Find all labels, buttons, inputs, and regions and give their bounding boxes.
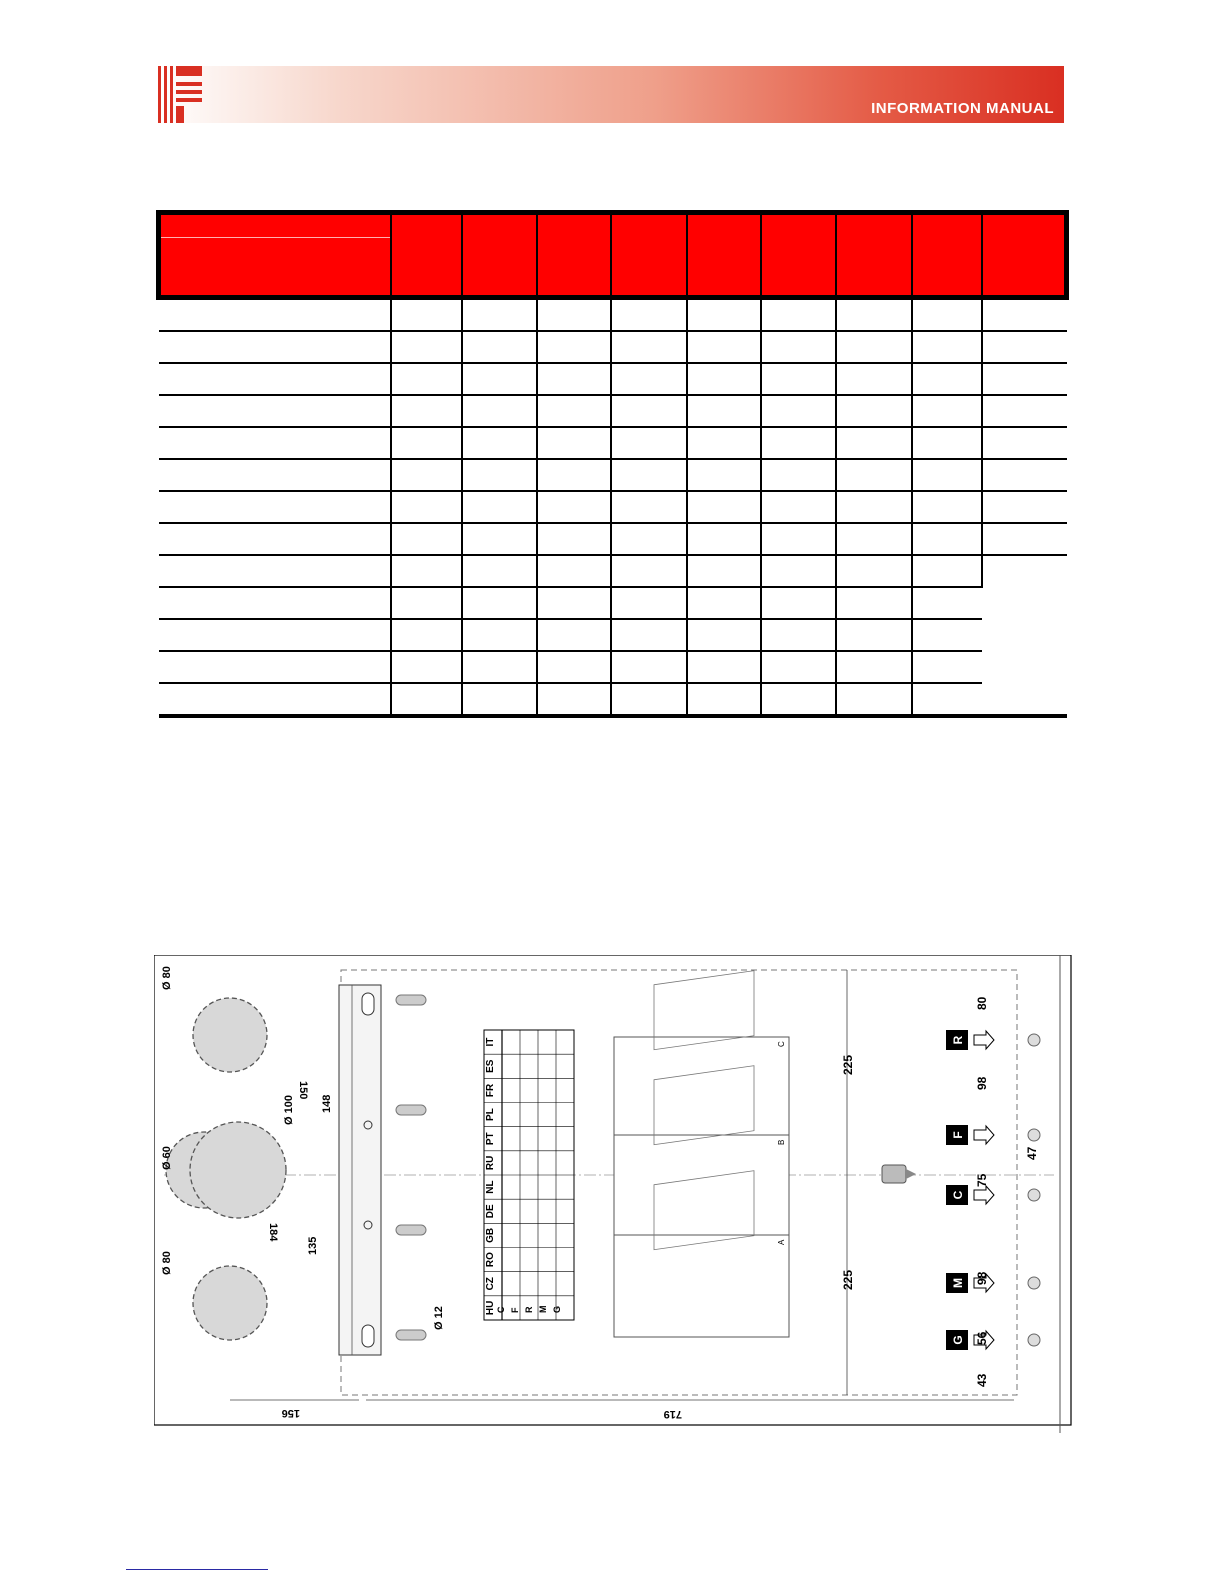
table-row <box>159 683 1067 716</box>
table-row <box>159 363 1067 395</box>
brand-logo-icon <box>156 66 206 123</box>
table-cell <box>462 298 537 332</box>
table-header-cell <box>537 213 611 298</box>
installation-template-drawing <box>154 955 1084 1433</box>
table-cell <box>462 587 537 619</box>
table-cell <box>462 555 537 587</box>
table-cell <box>537 619 611 651</box>
table-row <box>159 459 1067 491</box>
table-cell <box>159 427 391 459</box>
table-cell <box>159 587 391 619</box>
dim-56: 56 <box>975 1331 989 1345</box>
table-cell <box>462 331 537 363</box>
spec-table <box>156 210 1069 718</box>
table-cell <box>687 459 761 491</box>
table-cell <box>159 363 391 395</box>
table-cell <box>611 683 687 716</box>
table-cell <box>687 619 761 651</box>
table-cell <box>836 619 912 651</box>
table-cell <box>687 331 761 363</box>
table-cell <box>912 619 982 651</box>
table-header-cell <box>912 213 982 298</box>
table-cell <box>912 683 982 716</box>
legend-lang-fr: FR <box>485 1083 496 1098</box>
table-cell <box>462 491 537 523</box>
table-cell <box>611 459 687 491</box>
table-cell <box>391 298 462 332</box>
table-row <box>159 491 1067 523</box>
table-cell <box>912 395 982 427</box>
table-row <box>159 587 1067 619</box>
table-cell <box>462 395 537 427</box>
table-cell <box>982 298 1067 332</box>
dim-98-bottom: 98 <box>975 1271 989 1285</box>
table-cell <box>836 555 912 587</box>
table-cell <box>462 427 537 459</box>
dim-98-top: 98 <box>975 1076 989 1090</box>
dim-d80-top: Ø 80 <box>161 966 173 990</box>
table-cell <box>611 331 687 363</box>
table-cell <box>159 683 391 716</box>
table-cell <box>912 459 982 491</box>
table-cell <box>159 459 391 491</box>
flue-circle-100 <box>190 1122 286 1218</box>
table-cell <box>982 427 1067 459</box>
table-cell <box>611 363 687 395</box>
table-cell <box>159 619 391 651</box>
table-row <box>159 523 1067 555</box>
table-cell <box>391 619 462 651</box>
table-cell <box>462 683 537 716</box>
table-cell <box>836 459 912 491</box>
table-cell <box>836 298 912 332</box>
dim-d80-bottom: Ø 80 <box>161 1251 173 1275</box>
table-cell <box>391 427 462 459</box>
table-header-cell <box>761 213 836 298</box>
table-cell <box>687 427 761 459</box>
table-cell <box>537 427 611 459</box>
table-cell <box>836 491 912 523</box>
table-cell <box>761 363 836 395</box>
table-header-row <box>159 213 1067 298</box>
table-cell <box>391 683 462 716</box>
table-cell <box>761 331 836 363</box>
table-cell <box>462 459 537 491</box>
table-row <box>159 331 1067 363</box>
svg-text:R: R <box>951 1035 965 1045</box>
table-cell <box>611 587 687 619</box>
table-cell <box>391 523 462 555</box>
legend-symbol-f: F <box>510 1307 520 1313</box>
table-cell <box>391 651 462 683</box>
dim-47: 47 <box>1025 1146 1039 1160</box>
panel-label-c: C <box>777 1041 786 1047</box>
dim-75: 75 <box>975 1173 989 1187</box>
table-row <box>159 555 1067 587</box>
dim-d60: Ø 60 <box>161 1146 173 1170</box>
table-cell <box>537 298 611 332</box>
legend-lang-hu: HU <box>485 1300 496 1316</box>
table-cell <box>761 587 836 619</box>
table-cell <box>836 363 912 395</box>
table-cell <box>687 683 761 716</box>
panel-label-a: A <box>777 1239 786 1245</box>
table-cell <box>761 459 836 491</box>
table-cell <box>391 587 462 619</box>
table-header-cell <box>836 213 912 298</box>
legend-symbol-g: G <box>552 1305 562 1313</box>
legend-lang-es: ES <box>485 1059 496 1073</box>
table-cell <box>912 491 982 523</box>
table-cell <box>761 395 836 427</box>
table-cell <box>836 587 912 619</box>
table-cell <box>687 523 761 555</box>
legend-symbol-c: C <box>496 1306 506 1313</box>
table-cell <box>687 555 761 587</box>
table-cell <box>836 395 912 427</box>
table-cell <box>611 427 687 459</box>
table-cell <box>836 683 912 716</box>
connection-c <box>946 1185 1040 1205</box>
table-cell <box>761 651 836 683</box>
legend-symbol-m: M <box>538 1305 548 1313</box>
table-cell <box>687 491 761 523</box>
legend-lang-pl: PL <box>485 1108 496 1121</box>
table-row <box>159 651 1067 683</box>
table-cell <box>982 555 1067 716</box>
table-row <box>159 298 1067 332</box>
legend-lang-de: DE <box>485 1204 496 1219</box>
svg-text:M: M <box>951 1278 965 1288</box>
table-cell <box>537 459 611 491</box>
svg-text:F: F <box>951 1131 965 1139</box>
table-cell <box>159 555 391 587</box>
table-cell <box>912 363 982 395</box>
table-cell <box>537 331 611 363</box>
dim-80: 80 <box>975 996 989 1010</box>
table-cell <box>611 523 687 555</box>
legend-lang-pt: PT <box>485 1132 496 1146</box>
gas-cock-icon <box>882 1165 916 1183</box>
dim-184: 184 <box>267 1223 279 1242</box>
table-cell <box>912 651 982 683</box>
dim-719: 719 <box>663 1408 682 1420</box>
table-row <box>159 427 1067 459</box>
table-cell <box>462 651 537 683</box>
table-cell <box>687 298 761 332</box>
table-cell <box>537 395 611 427</box>
table-cell <box>611 491 687 523</box>
legend-symbol-r: R <box>524 1306 534 1313</box>
table-cell <box>462 619 537 651</box>
panel-label-b: B <box>777 1139 786 1145</box>
table-cell <box>537 523 611 555</box>
table-cell <box>982 331 1067 363</box>
table-cell <box>159 298 391 332</box>
table-header-cell <box>611 213 687 298</box>
table-cell <box>537 651 611 683</box>
table-cell <box>391 555 462 587</box>
table-cell <box>159 651 391 683</box>
legend-lang-ro: RO <box>485 1252 496 1268</box>
header-title: INFORMATION MANUAL <box>871 100 1054 117</box>
table-cell <box>687 651 761 683</box>
connection-f <box>946 1125 1040 1145</box>
table-cell <box>462 523 537 555</box>
table-cell <box>982 363 1067 395</box>
table-cell <box>912 427 982 459</box>
table-cell <box>836 651 912 683</box>
svg-text:C: C <box>951 1190 965 1200</box>
table-cell <box>159 395 391 427</box>
flue-circle-bottom <box>193 1266 267 1340</box>
table-cell <box>611 555 687 587</box>
table-cell <box>912 555 982 587</box>
legend-lang-cz: CZ <box>485 1277 496 1291</box>
connection-r <box>946 1030 1040 1050</box>
connection-m <box>946 1273 1040 1293</box>
table-cell <box>982 459 1067 491</box>
header-banner <box>156 66 1064 123</box>
legend-lang-ru: RU <box>485 1155 496 1171</box>
table-cell <box>982 491 1067 523</box>
table-header-cell <box>462 213 537 298</box>
table-cell <box>537 491 611 523</box>
table-cell <box>912 587 982 619</box>
table-cell <box>159 491 391 523</box>
table-row <box>159 395 1067 427</box>
table-cell <box>761 523 836 555</box>
language-legend-table <box>484 1030 574 1320</box>
svg-text:G: G <box>951 1335 965 1345</box>
connection-g <box>946 1330 1040 1350</box>
table-cell <box>391 395 462 427</box>
table-cell <box>836 331 912 363</box>
table-cell <box>761 427 836 459</box>
table-cell <box>912 331 982 363</box>
table-header-cell <box>982 213 1067 298</box>
table-cell <box>462 363 537 395</box>
dim-225-bottom: 225 <box>841 1269 855 1290</box>
dim-156: 156 <box>281 1407 300 1419</box>
table-cell <box>687 587 761 619</box>
flue-circle-top <box>193 998 267 1072</box>
dim-148: 148 <box>321 1094 333 1113</box>
dim-43: 43 <box>975 1373 989 1387</box>
footer-link-underline[interactable] <box>126 1569 268 1570</box>
table-cell <box>391 491 462 523</box>
table-header-cell <box>687 213 761 298</box>
table-header-cell <box>159 213 391 298</box>
legend-lang-nl: NL <box>485 1180 496 1194</box>
table-cell <box>687 363 761 395</box>
table-cell <box>159 331 391 363</box>
table-cell <box>912 298 982 332</box>
legend-lang-it: IT <box>485 1037 496 1047</box>
table-cell <box>836 427 912 459</box>
table-cell <box>982 395 1067 427</box>
table-cell <box>611 298 687 332</box>
table-cell <box>537 587 611 619</box>
dim-d12: Ø 12 <box>433 1306 445 1330</box>
table-cell <box>761 298 836 332</box>
table-cell <box>761 555 836 587</box>
table-cell <box>761 491 836 523</box>
dim-135: 135 <box>307 1236 319 1255</box>
table-cell <box>537 555 611 587</box>
dim-225-top: 225 <box>841 1054 855 1075</box>
dim-d100: Ø 100 <box>283 1095 295 1125</box>
table-cell <box>687 395 761 427</box>
table-cell <box>611 651 687 683</box>
table-cell <box>611 395 687 427</box>
legend-lang-gb: GB <box>485 1227 496 1243</box>
table-cell <box>761 619 836 651</box>
table-cell <box>537 363 611 395</box>
table-cell <box>159 523 391 555</box>
table-row <box>159 619 1067 651</box>
table-cell <box>391 363 462 395</box>
table-header-cell <box>391 213 462 298</box>
table-cell <box>537 683 611 716</box>
table-cell <box>836 523 912 555</box>
table-cell <box>611 619 687 651</box>
dim-150: 150 <box>297 1081 309 1100</box>
table-cell <box>912 523 982 555</box>
table-cell <box>391 459 462 491</box>
table-cell <box>391 331 462 363</box>
table-cell <box>761 683 836 716</box>
table-cell <box>982 523 1067 555</box>
